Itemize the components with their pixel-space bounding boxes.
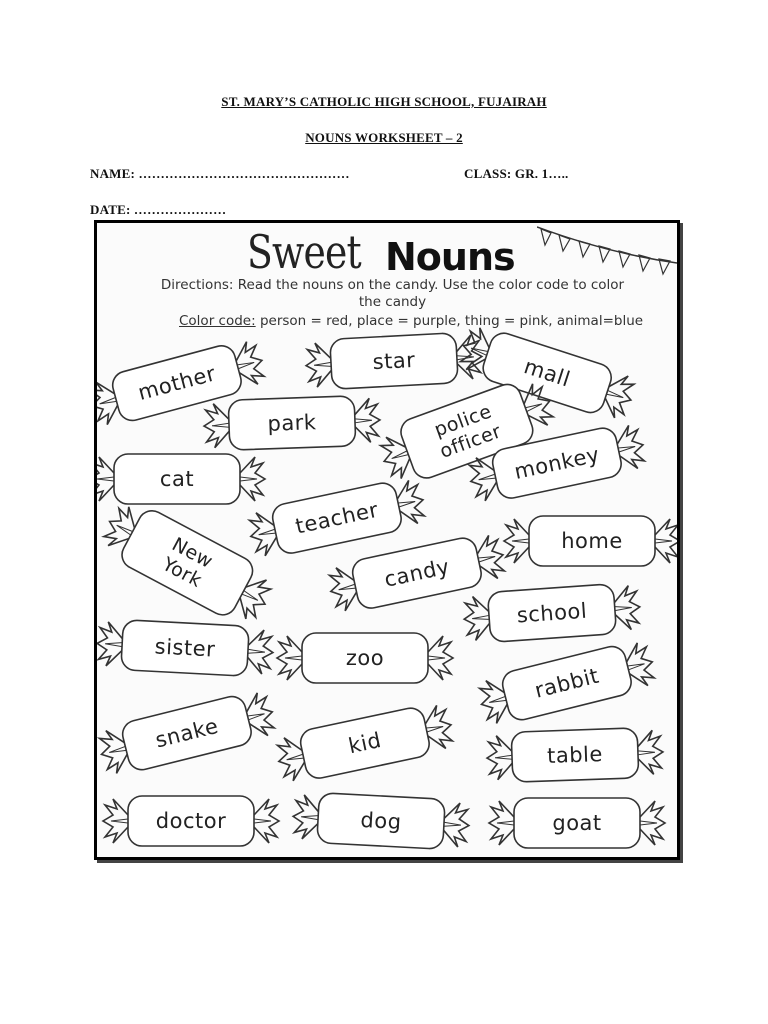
color-code-text: person = red, place = purple, thing = pink, animal=blue: [255, 313, 644, 329]
candy-item: [532, 663, 602, 703]
candy-item: [512, 442, 602, 484]
candy-item: [152, 713, 221, 753]
candy-word: goat: [552, 811, 602, 835]
directions-line-2: the candy: [358, 294, 427, 310]
candy-word: sister: [154, 634, 216, 662]
directions-text: [105, 277, 680, 311]
candy-item: [267, 410, 317, 436]
candy-word: zoo: [345, 646, 385, 670]
candy-word: star: [372, 347, 416, 375]
candy-item: [516, 598, 588, 628]
candy-word: kid: [346, 727, 384, 759]
candy-item: [372, 347, 416, 375]
worksheet-title: NOUNS WORKSHEET – 2: [305, 130, 463, 145]
candy-word: snake: [152, 713, 221, 753]
candy-item: [135, 361, 219, 406]
candy-word: table: [546, 742, 604, 768]
candy-word: rabbit: [532, 663, 602, 703]
candy-item: [382, 554, 452, 592]
title-nouns: Nouns: [385, 235, 515, 279]
candy-word: home: [561, 529, 623, 553]
title-sweet: Sweet: [247, 225, 361, 279]
candy-item: [561, 529, 623, 553]
candy-word: New York: [158, 533, 217, 592]
candy-word: mall: [521, 354, 574, 392]
candy-word: mother: [135, 361, 219, 406]
candy-word: candy: [382, 554, 452, 592]
candy-item: [154, 634, 216, 662]
candy-word: school: [516, 598, 588, 628]
candy-item: [293, 497, 381, 539]
candy-item: [546, 742, 604, 768]
candy-word: police officer: [431, 400, 505, 463]
candy-word: monkey: [512, 442, 602, 484]
color-code-label: Color code:: [179, 313, 256, 329]
candy-item: [521, 354, 574, 392]
candy-word: park: [267, 410, 317, 436]
candy-item: [159, 467, 195, 491]
candy-item: [345, 646, 385, 670]
name-field: NAME: …………………………………………: [90, 166, 350, 181]
candy-word: dog: [359, 807, 403, 835]
candy-item: [359, 807, 403, 835]
class-field: CLASS: GR. 1…..: [464, 166, 569, 181]
candy-word: teacher: [293, 497, 381, 539]
candy-word: doctor: [155, 809, 227, 833]
school-name: ST. MARY’S CATHOLIC HIGH SCHOOL, FUJAIRAH: [221, 94, 547, 109]
candy-item: [431, 400, 505, 463]
directions-line-1: Directions: Read the nouns on the candy. Use the color code to color: [160, 277, 625, 293]
worksheet-image: [94, 220, 680, 860]
candy-item: [158, 533, 217, 592]
candy-word: cat: [159, 467, 195, 491]
candy-item: [155, 809, 227, 833]
candy-item: [552, 811, 602, 835]
bunting-decoration: [537, 223, 677, 283]
candy-item: [346, 727, 384, 759]
date-field: DATE: …………………: [90, 202, 227, 217]
